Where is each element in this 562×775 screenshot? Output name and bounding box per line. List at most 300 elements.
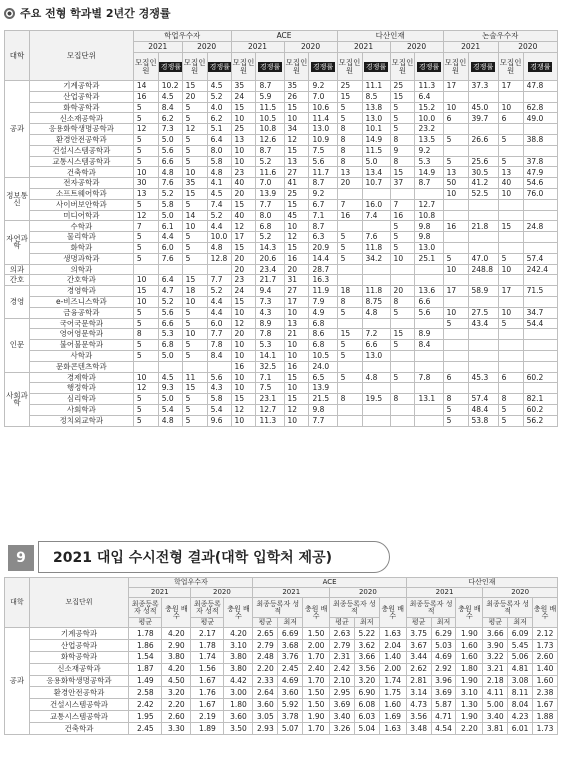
value-cell: 5	[443, 156, 468, 167]
value-cell	[523, 361, 557, 372]
header-comp	[415, 53, 443, 81]
value-cell: 4.42	[224, 675, 253, 687]
value-cell	[337, 361, 362, 372]
header-group: 다산인재	[406, 578, 557, 588]
value-cell: 3.22	[483, 651, 508, 663]
table-row	[5, 296, 558, 307]
value-cell: 17	[284, 296, 309, 307]
value-cell: 5	[133, 415, 158, 426]
value-cell: 17	[498, 81, 523, 92]
dept-cell: 신소재공학과	[29, 663, 128, 675]
value-cell: 7	[390, 199, 415, 210]
value-cell: 2.19	[191, 711, 224, 723]
value-cell: 21.8	[468, 221, 498, 232]
value-cell: 15	[390, 167, 415, 178]
dept-cell: 건설시스템공학과	[29, 699, 128, 711]
dept-cell: 심리학과	[29, 394, 133, 405]
value-cell: 40	[231, 210, 256, 221]
value-cell: 5.45	[508, 639, 533, 651]
value-cell: 10.8	[256, 124, 284, 135]
value-cell: 5	[182, 199, 207, 210]
dept-cell: 산업공학과	[29, 639, 128, 651]
value-cell	[468, 340, 498, 351]
value-cell: 1.69	[379, 711, 406, 723]
value-cell: 13.1	[415, 394, 443, 405]
value-cell: 20	[231, 253, 256, 264]
table-row	[5, 651, 558, 663]
value-cell: 11.8	[362, 286, 390, 297]
value-cell	[523, 329, 557, 340]
value-cell: 2.18	[483, 675, 508, 687]
value-cell: 5	[182, 307, 207, 318]
value-cell: 5	[337, 113, 362, 124]
value-cell: 1.86	[129, 639, 162, 651]
table-row	[5, 221, 558, 232]
value-cell: 7.7	[207, 275, 231, 286]
value-cell	[443, 210, 468, 221]
value-cell: 7.5	[309, 145, 337, 156]
value-cell: 10.7	[362, 178, 390, 189]
value-cell: 9.8	[415, 232, 443, 243]
value-cell: 15	[231, 394, 256, 405]
value-cell: 5.2	[256, 232, 284, 243]
value-cell: 8.9	[256, 318, 284, 329]
univ-cell: 인문	[5, 318, 30, 372]
value-cell: 11.4	[309, 113, 337, 124]
value-cell: 4.23	[508, 711, 533, 723]
value-cell: 8.4	[415, 340, 443, 351]
value-cell: 23	[231, 167, 256, 178]
value-cell: 3.14	[406, 687, 431, 699]
value-cell	[390, 264, 415, 275]
value-cell: 1.73	[533, 639, 558, 651]
value-cell: 12	[284, 404, 309, 415]
header-dept: 모집단위	[29, 31, 133, 81]
value-cell: 5	[182, 350, 207, 361]
header-recruit: 모집인원	[133, 53, 158, 81]
value-cell: 1.78	[191, 639, 224, 651]
value-cell: 47.8	[523, 81, 557, 92]
value-cell: 1.90	[456, 675, 483, 687]
value-cell: 1.74	[191, 651, 224, 663]
value-cell: 5.0	[362, 156, 390, 167]
value-cell: 11.5	[362, 145, 390, 156]
dept-cell: 국어국문학과	[29, 318, 133, 329]
value-cell: 4.5	[207, 188, 231, 199]
value-cell: 40	[498, 178, 523, 189]
value-cell: 5.07	[278, 723, 303, 735]
value-cell: 7.9	[309, 296, 337, 307]
value-cell	[337, 415, 362, 426]
value-cell: 16	[390, 210, 415, 221]
value-cell: 10	[284, 113, 309, 124]
value-cell: 6.03	[354, 711, 379, 723]
value-cell: 15	[231, 242, 256, 253]
value-cell: 45.3	[468, 372, 498, 383]
value-cell: 15	[337, 329, 362, 340]
value-cell: 15	[182, 275, 207, 286]
table-row	[5, 210, 558, 221]
value-cell: 6.8	[309, 318, 337, 329]
value-cell	[523, 340, 557, 351]
table-row	[5, 383, 558, 394]
value-cell	[337, 383, 362, 394]
value-cell	[337, 221, 362, 232]
value-cell: 10	[284, 221, 309, 232]
header-avg: 평균	[406, 618, 431, 628]
table-row	[5, 318, 558, 329]
value-cell	[498, 275, 523, 286]
value-cell: 37	[390, 178, 415, 189]
value-cell: 5	[443, 253, 468, 264]
value-cell	[390, 404, 415, 415]
value-cell: 13.6	[415, 286, 443, 297]
value-cell: 1.75	[379, 687, 406, 699]
value-cell: 1.50	[303, 699, 330, 711]
value-cell: 12	[133, 210, 158, 221]
value-cell: 9.2	[309, 188, 337, 199]
dept-cell: 행정학과	[29, 383, 133, 394]
value-cell	[468, 350, 498, 361]
value-cell: 5	[182, 113, 207, 124]
value-cell: 4.8	[158, 167, 182, 178]
value-cell: 10	[284, 340, 309, 351]
value-cell: 10	[133, 167, 158, 178]
value-cell: 16	[133, 91, 158, 102]
dept-cell: 환경안전공학과	[29, 687, 128, 699]
value-cell: 1.80	[456, 663, 483, 675]
value-cell: 6	[498, 113, 523, 124]
dept-cell: 전자공학과	[29, 178, 133, 189]
header-comp-label: 경쟁률	[312, 62, 334, 71]
table-row	[5, 102, 558, 113]
value-cell: 4.8	[207, 242, 231, 253]
value-cell: 1.40	[379, 651, 406, 663]
value-cell: 5.4	[207, 404, 231, 415]
univ-cell: 경영	[5, 286, 30, 318]
dept-cell: 신소재공학과	[29, 113, 133, 124]
value-cell	[207, 264, 231, 275]
value-cell: 6.2	[207, 113, 231, 124]
value-cell: 6.6	[415, 296, 443, 307]
value-cell	[415, 404, 443, 415]
table-row	[5, 628, 558, 640]
value-cell: 3.80	[224, 651, 253, 663]
value-cell: 10	[443, 307, 468, 318]
value-cell: 1.50	[303, 628, 330, 640]
value-cell: 10	[231, 145, 256, 156]
table-row	[5, 242, 558, 253]
dept-cell: 기계공학과	[29, 628, 128, 640]
value-cell	[415, 318, 443, 329]
value-cell: 1.70	[303, 723, 330, 735]
value-cell: 12.6	[256, 134, 284, 145]
value-cell: 1.76	[191, 687, 224, 699]
dept-cell: 문화콘텐츠학과	[29, 361, 133, 372]
value-cell: 13.0	[362, 350, 390, 361]
header-group: 다산인재	[337, 31, 443, 42]
value-cell	[498, 210, 523, 221]
value-cell: 6.3	[309, 232, 337, 243]
value-cell: 1.87	[129, 663, 162, 675]
table-row	[5, 639, 558, 651]
value-cell: 2.45	[278, 663, 303, 675]
value-cell	[443, 361, 468, 372]
value-cell: 2.40	[303, 663, 330, 675]
value-cell: 1.90	[456, 711, 483, 723]
value-cell: 27	[284, 286, 309, 297]
dept-cell: 응용화학생명공학과	[29, 675, 128, 687]
value-cell: 2.79	[330, 639, 355, 651]
value-cell	[498, 145, 523, 156]
value-cell: 4.0	[207, 102, 231, 113]
value-cell: 2.90	[162, 639, 191, 651]
value-cell: 16	[337, 210, 362, 221]
value-cell: 3.48	[406, 723, 431, 735]
header-min: 최저	[278, 618, 303, 628]
value-cell: 10	[133, 275, 158, 286]
value-cell: 8	[337, 134, 362, 145]
value-cell: 15	[182, 188, 207, 199]
value-cell: 7.0	[256, 178, 284, 189]
value-cell: 14.3	[256, 242, 284, 253]
value-cell: 3.50	[224, 723, 253, 735]
value-cell: 3.05	[253, 711, 278, 723]
value-cell: 41	[284, 178, 309, 189]
value-cell: 5.6	[158, 145, 182, 156]
value-cell: 11.6	[256, 167, 284, 178]
value-cell: 6.8	[158, 340, 182, 351]
value-cell: 5	[133, 404, 158, 415]
value-cell: 20	[284, 264, 309, 275]
value-cell: 7.7	[309, 415, 337, 426]
value-cell: 2.42	[129, 699, 162, 711]
value-cell	[523, 296, 557, 307]
value-cell	[415, 383, 443, 394]
header-year: 2020	[330, 588, 407, 598]
value-cell: 56.2	[523, 415, 557, 426]
value-cell	[523, 242, 557, 253]
value-cell	[362, 264, 390, 275]
value-cell: 10	[133, 296, 158, 307]
value-cell: 5	[182, 404, 207, 415]
value-cell: 5.2	[158, 296, 182, 307]
value-cell: 1.78	[129, 628, 162, 640]
value-cell	[415, 188, 443, 199]
value-cell	[498, 232, 523, 243]
value-cell: 15	[231, 199, 256, 210]
value-cell: 45	[284, 210, 309, 221]
value-cell: 5	[337, 253, 362, 264]
table-row	[5, 178, 558, 189]
value-cell: 15	[284, 394, 309, 405]
value-cell: 3.20	[354, 675, 379, 687]
value-cell: 21.7	[256, 275, 284, 286]
value-cell: 6.7	[309, 199, 337, 210]
value-cell: 15	[284, 199, 309, 210]
value-cell: 12	[231, 404, 256, 415]
value-cell: 1.30	[456, 699, 483, 711]
value-cell: 7.0	[309, 91, 337, 102]
value-cell: 5.0	[158, 210, 182, 221]
value-cell: 10	[284, 415, 309, 426]
value-cell: 9	[390, 145, 415, 156]
value-cell: 8.9	[415, 329, 443, 340]
value-cell: 5	[133, 134, 158, 145]
value-cell: 6.09	[508, 628, 533, 640]
value-cell: 1.54	[129, 651, 162, 663]
value-cell: 12	[182, 124, 207, 135]
value-cell: 76.0	[523, 188, 557, 199]
value-cell: 14	[182, 210, 207, 221]
value-cell: 2.48	[253, 651, 278, 663]
value-cell: 1.80	[224, 699, 253, 711]
table-row	[5, 81, 558, 92]
header-year: 2021	[253, 588, 330, 598]
table-row	[5, 699, 558, 711]
header-year: 2021	[443, 42, 498, 53]
section-9-header	[4, 541, 558, 573]
value-cell: 7	[133, 221, 158, 232]
value-cell: 52.5	[468, 188, 498, 199]
value-cell	[468, 232, 498, 243]
table-row	[5, 253, 558, 264]
value-cell: 4.4	[158, 232, 182, 243]
header-recruit: 모집인원	[443, 53, 468, 81]
value-cell: 37.8	[523, 156, 557, 167]
value-cell: 3.62	[354, 639, 379, 651]
value-cell: 23.1	[256, 394, 284, 405]
value-cell: 14.1	[256, 350, 284, 361]
value-cell	[133, 264, 158, 275]
value-cell: 5	[390, 340, 415, 351]
value-cell: 6	[443, 372, 468, 383]
value-cell: 3.56	[406, 711, 431, 723]
value-cell: 5	[498, 318, 523, 329]
value-cell: 8	[390, 134, 415, 145]
value-cell: 8	[337, 124, 362, 135]
table-row	[5, 340, 558, 351]
value-cell: 5	[390, 102, 415, 113]
dept-cell: 사학과	[29, 350, 133, 361]
dept-cell: 환경안전공학과	[29, 134, 133, 145]
value-cell: 8.11	[508, 687, 533, 699]
value-cell: 7.4	[362, 210, 390, 221]
value-cell	[390, 318, 415, 329]
value-cell: 8.7	[415, 178, 443, 189]
value-cell: 10	[284, 350, 309, 361]
value-cell: 5	[133, 253, 158, 264]
value-cell: 3.60	[253, 699, 278, 711]
value-cell: 30.5	[468, 167, 498, 178]
value-cell: 6.0	[158, 242, 182, 253]
header-year: 2021	[129, 588, 191, 598]
value-cell: 3.81	[483, 723, 508, 735]
value-cell: 5	[133, 350, 158, 361]
dept-cell: 건축학과	[29, 167, 133, 178]
value-cell: 6	[498, 372, 523, 383]
value-cell: 50	[443, 178, 468, 189]
value-cell	[498, 350, 523, 361]
value-cell: 5.06	[508, 651, 533, 663]
value-cell: 57.4	[468, 394, 498, 405]
value-cell: 5	[390, 372, 415, 383]
value-cell: 5.9	[256, 91, 284, 102]
value-cell: 35	[231, 81, 256, 92]
header-comp	[158, 53, 182, 81]
value-cell	[390, 383, 415, 394]
header-fill: 충원 배수	[162, 598, 191, 628]
dept-cell: 경영학과	[29, 286, 133, 297]
value-cell: 4.8	[207, 167, 231, 178]
value-cell	[498, 91, 523, 102]
value-cell: 4.8	[362, 372, 390, 383]
value-cell: 82.1	[523, 394, 557, 405]
value-cell: 5.8	[207, 394, 231, 405]
value-cell: 3.10	[456, 687, 483, 699]
value-cell: 16.3	[309, 275, 337, 286]
dept-cell: 교통시스템공학과	[29, 156, 133, 167]
value-cell: 58.9	[468, 286, 498, 297]
value-cell: 6.90	[354, 687, 379, 699]
value-cell: 10	[443, 102, 468, 113]
value-cell: 10	[231, 307, 256, 318]
value-cell: 8.5	[362, 91, 390, 102]
value-cell	[523, 145, 557, 156]
value-cell: 10	[182, 329, 207, 340]
univ-cell: 자연과학	[5, 221, 30, 264]
value-cell: 10	[390, 253, 415, 264]
value-cell: 7.6	[158, 253, 182, 264]
value-cell: 34.2	[362, 253, 390, 264]
value-cell: 6.6	[362, 340, 390, 351]
header-recruit: 모집인원	[284, 53, 309, 81]
section-title	[4, 4, 170, 22]
value-cell: 3.66	[354, 651, 379, 663]
header-recruit: 모집인원	[231, 53, 256, 81]
value-cell: 7.7	[256, 199, 284, 210]
header-group: 논술우수자	[443, 31, 557, 42]
value-cell: 5	[443, 318, 468, 329]
value-cell: 27	[284, 167, 309, 178]
value-cell: 5.2	[256, 156, 284, 167]
value-cell: 47.9	[523, 167, 557, 178]
value-cell: 1.60	[379, 699, 406, 711]
header-final-reg: 최종등록자 성적	[129, 598, 162, 618]
table-row	[5, 124, 558, 135]
value-cell: 5	[337, 350, 362, 361]
value-cell: 5.3	[256, 340, 284, 351]
value-cell: 2.20	[253, 663, 278, 675]
value-cell: 10	[498, 307, 523, 318]
dept-cell: 응용화학생명공학과	[29, 124, 133, 135]
value-cell: 7.8	[256, 329, 284, 340]
section-number: 9	[8, 545, 34, 571]
value-cell: 5	[182, 145, 207, 156]
value-cell: 10	[443, 188, 468, 199]
value-cell: 7.6	[362, 232, 390, 243]
value-cell	[337, 404, 362, 415]
dept-cell: 영어영문학과	[29, 329, 133, 340]
value-cell	[498, 124, 523, 135]
univ-cell: 정보통신	[5, 178, 30, 221]
header-final-reg: 최종등록자 성적	[191, 598, 224, 618]
value-cell: 1.50	[303, 687, 330, 699]
table-row	[5, 404, 558, 415]
value-cell: 7.8	[207, 340, 231, 351]
value-cell	[468, 383, 498, 394]
value-cell: 5	[133, 145, 158, 156]
